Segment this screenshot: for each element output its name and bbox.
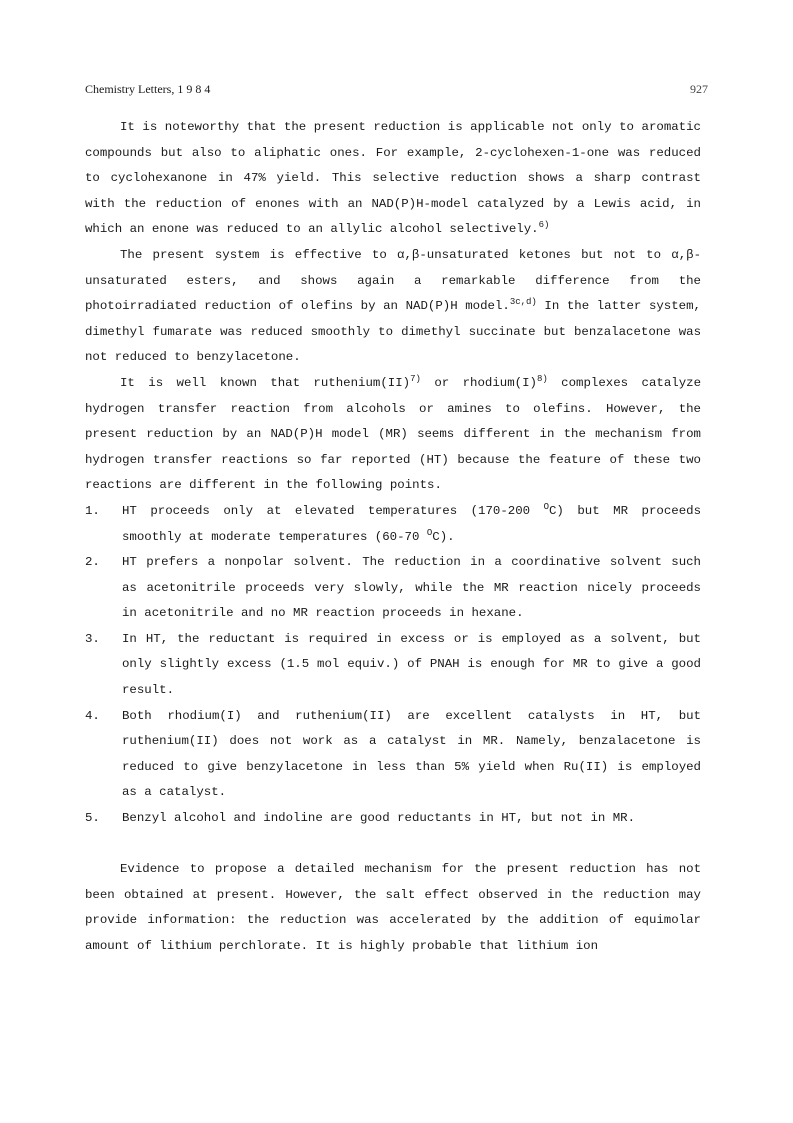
list-number: 5. [85, 811, 100, 826]
list-item: 3. In HT, the reductant is required in excess or is employed as a solvent, but only slightly excess (1.5 mol equiv.) of PNAH is enough for MR to give a good result. [85, 627, 701, 704]
list-item: 1. HT proceeds only at elevated temperatures (170-200 $^O$C) but MR proceeds smoothly at moderate temperatures (60-70 $^O$C). [85, 499, 701, 550]
journal-header: Chemistry Letters, 1 9 8 4 [85, 82, 211, 96]
list-item: 2. HT prefers a nonpolar solvent. The reduction in a coordinative solvent such as acetonitrile proceeds very slowly, while the MR reaction nicely proceeds in acetonitrile and no MR reaction proceeds in hexane. [85, 550, 701, 627]
reference-7: 7) [410, 373, 421, 384]
list-number: 3. [85, 631, 100, 646]
reference-8: 8) [536, 373, 548, 384]
paragraph-3: It is well known that ruthenium(II)$^{7)}$ or $rhodium(I)^{8)}$ complexes catalyze hydrogen transfer reaction from alcohols or amines to olefins. However, the present reduction by an NAD(P)H model (MR) seems different in the mechanism from hydrogen transfer reactions so far reported (HT) because the feature of these two reactions are different in the following points. [85, 373, 701, 493]
reference-6: 6) [538, 220, 550, 231]
list-item: 5. Benzyl alcohol and indoline are good reductants in HT, but not in MR. [85, 806, 701, 832]
paragraph-1: It is noteworthy that the present reduction is applicable not only to aromatic compounds but also to aliphatic ones. For example, 2-cyclohexen-1-one was reduced to cyclohexanone in 47% yield. This selective reduction shows a sharp contrast with the reduction of enones with an NAD(P)H-model catalyzed by a Lewis acid, in which an enone was reduced to an allylic alcohol selectively.$^{6)}$ [85, 120, 701, 237]
paragraph-4: Evidence to propose a detailed mechanism for the present reduction has not been obtained at present. However, the salt effect observed in the reduction may provide information: the reduction was accelerated by the addition of equimolar amount of lithium perchlorate. It is highly probable that lithium ion [85, 862, 701, 953]
list-item: 4. Both rhodium(I) and ruthenium(II) are excellent catalysts in HT, but ruthenium(II) does not work as a catalyst in MR. Namely, benzalacetone is reduced to give benzylacetone in less than 5% yield when Ru(II) is employed as a catalyst. [85, 704, 701, 806]
degree-sign: O [426, 527, 433, 538]
comparison-list [85, 499, 701, 832]
degree-sign: O [543, 501, 549, 512]
paragraph-gap [85, 832, 701, 858]
reference-3cd: 3c,d) [509, 297, 537, 308]
paragraph-2: The present system is effective to α,β-unsaturated ketones but not to α,β-unsaturated esters, and shows again a remarkable difference from the photoirradiated reduction of olefins by an NAD(P)H model.$^{3c,d)}$ In the latter system, dimethyl fumarate was reduced smoothly to dimethyl succinate but benzalacetone was not reduced to benzylacetone. [85, 247, 701, 365]
list-number: 4. [85, 708, 100, 723]
list-number: 2. [85, 555, 100, 570]
page-number: 927 [690, 82, 708, 96]
list-number: 1. [85, 503, 100, 518]
body-text [85, 115, 701, 960]
